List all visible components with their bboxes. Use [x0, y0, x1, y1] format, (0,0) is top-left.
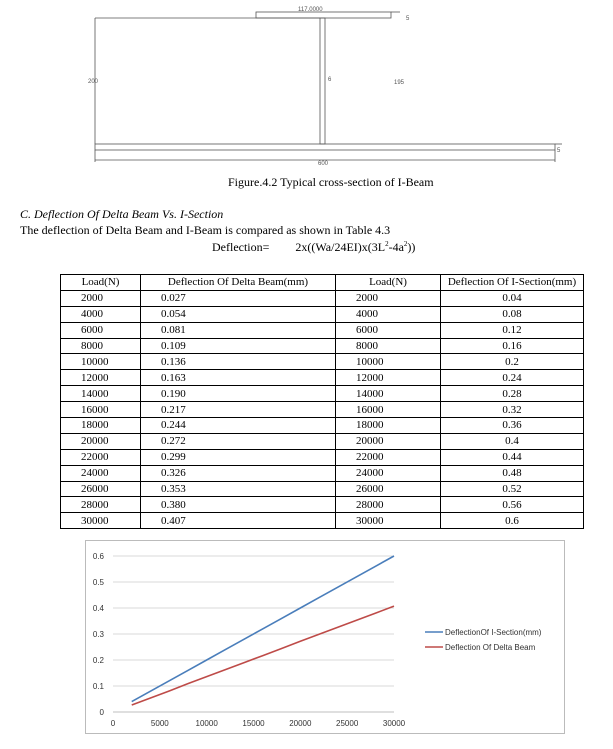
table-cell: 0.44 [441, 449, 584, 465]
table-cell: 20000 [336, 433, 441, 449]
table-row [61, 481, 584, 497]
x-tick-label: 20000 [289, 719, 312, 728]
table-cell: 0.28 [441, 386, 584, 402]
header-delta-deflection: Deflection Of Delta Beam(mm) [141, 275, 336, 291]
table-cell: 12000 [336, 370, 441, 386]
table-cell: 0.244 [141, 418, 336, 434]
table-cell: 0.16 [441, 338, 584, 354]
table-row [61, 433, 584, 449]
table-cell: 18000 [61, 418, 141, 434]
table-cell: 8000 [336, 338, 441, 354]
table-cell: 10000 [61, 354, 141, 370]
table-cell: 26000 [336, 481, 441, 497]
section-heading: C. Deflection Of Delta Beam Vs. I-Section [20, 207, 224, 221]
table-cell: 0.04 [441, 290, 584, 306]
formula-expression: $2x((Wa/24EI)x(3L^2-4a^2))$ [295, 240, 416, 254]
table-cell: 26000 [61, 481, 141, 497]
table-cell: 0.380 [141, 497, 336, 513]
ibeam-cross-section-drawing [0, 0, 613, 172]
table-cell: 0.36 [441, 418, 584, 434]
table-cell: 24000 [336, 465, 441, 481]
y-tick-label: 0.4 [92, 604, 104, 613]
y-tick-label: 0.1 [92, 682, 104, 691]
deflection-formula [212, 240, 415, 255]
table-cell: 0.109 [141, 338, 336, 354]
table-cell: 18000 [336, 418, 441, 434]
x-tick-label: 15000 [242, 719, 265, 728]
table-cell: 0.136 [141, 354, 336, 370]
web-height-label: 195 [394, 80, 405, 86]
table-cell: 22000 [61, 449, 141, 465]
x-tick-label: 30000 [382, 719, 406, 728]
web [320, 18, 325, 144]
table-cell: 0.326 [141, 465, 336, 481]
table-cell: 16000 [61, 402, 141, 418]
table-row [61, 290, 584, 306]
figure-caption: Figure.4.2 Typical cross-section of I-Beam [228, 175, 434, 189]
table-row [61, 465, 584, 481]
table-cell: 0.4 [441, 433, 584, 449]
x-tick-label: 25000 [336, 719, 359, 728]
table-row [61, 449, 584, 465]
x-tick-label: 5000 [150, 719, 169, 728]
table-row [61, 338, 584, 354]
top-flange [256, 12, 391, 18]
x-tick-label: 0 [110, 719, 116, 728]
table-cell: 0.48 [441, 465, 584, 481]
table-cell: 0.081 [141, 322, 336, 338]
table-header-row [61, 275, 584, 291]
table-row [61, 418, 584, 434]
formula-label: Deflection= [212, 240, 270, 254]
header-load-2: Load(N) [336, 275, 441, 291]
table-cell: 0.353 [141, 481, 336, 497]
top-flange-width-label: 117.0000 [298, 7, 323, 13]
table-cell: 0.299 [141, 449, 336, 465]
header-isection-deflection: Deflection Of I-Section(mm) [441, 275, 584, 291]
table-cell: 0.56 [441, 497, 584, 513]
table-cell: 22000 [336, 449, 441, 465]
table-cell: 10000 [336, 354, 441, 370]
y-tick-label: 0.6 [92, 552, 104, 561]
y-tick-label: 0.3 [92, 630, 104, 639]
table-cell: 0.32 [441, 402, 584, 418]
top-flange-thickness-label: 5 [406, 16, 410, 22]
y-tick-label: 0.5 [92, 578, 104, 587]
table-row [61, 497, 584, 513]
bottom-flange [95, 144, 555, 150]
chart-svg [86, 541, 564, 733]
bottom-flange-thickness-label: 5 [557, 148, 561, 154]
table-cell: 0.027 [141, 290, 336, 306]
table-cell: 8000 [61, 338, 141, 354]
table-cell: 0.6 [441, 513, 584, 529]
table-cell: 14000 [336, 386, 441, 402]
y-tick-label: 0.2 [92, 656, 104, 665]
table-cell: 0.407 [141, 513, 336, 529]
table-cell: 4000 [61, 306, 141, 322]
table-cell: 0.08 [441, 306, 584, 322]
table-cell: 6000 [61, 322, 141, 338]
legend-label: DeflectionOf I-Section(mm) [445, 628, 542, 637]
table-cell: 28000 [61, 497, 141, 513]
table-cell: 0.24 [441, 370, 584, 386]
table-row [61, 354, 584, 370]
section-paragraph: The deflection of Delta Beam and I-Beam is compared as shown in Table 4.3 [20, 223, 391, 237]
table-cell: 0.190 [141, 386, 336, 402]
legend-label: Deflection Of Delta Beam [445, 643, 536, 652]
table-cell: 30000 [61, 513, 141, 529]
table-cell: 20000 [61, 433, 141, 449]
table-cell: 0.272 [141, 433, 336, 449]
table-cell: 0.054 [141, 306, 336, 322]
table-row [61, 370, 584, 386]
table-row [61, 513, 584, 529]
x-tick-label: 10000 [195, 719, 218, 728]
bottom-width-label: 600 [318, 161, 329, 167]
table-row [61, 402, 584, 418]
table-row [61, 386, 584, 402]
table-cell: 28000 [336, 497, 441, 513]
deflection-chart [85, 540, 565, 734]
table-cell: 6000 [336, 322, 441, 338]
web-thickness-label: 6 [328, 77, 332, 83]
series-line-delta-beam [132, 606, 394, 705]
table-cell: 2000 [61, 290, 141, 306]
table-cell: 0.217 [141, 402, 336, 418]
table-cell: 12000 [61, 370, 141, 386]
table-row [61, 306, 584, 322]
table-cell: 4000 [336, 306, 441, 322]
table-cell: 24000 [61, 465, 141, 481]
table-cell: 2000 [336, 290, 441, 306]
table-cell: 0.52 [441, 481, 584, 497]
table-cell: 30000 [336, 513, 441, 529]
table-cell: 0.2 [441, 354, 584, 370]
table-cell: 14000 [61, 386, 141, 402]
header-load-1: Load(N) [61, 275, 141, 291]
series-line-isection [132, 556, 394, 702]
table-row [61, 322, 584, 338]
overall-height-label: 200 [88, 79, 99, 85]
deflection-comparison-table [60, 274, 584, 529]
table-cell: 0.12 [441, 322, 584, 338]
y-tick-label: 0 [99, 708, 104, 717]
table-cell: 0.163 [141, 370, 336, 386]
table-cell: 16000 [336, 402, 441, 418]
